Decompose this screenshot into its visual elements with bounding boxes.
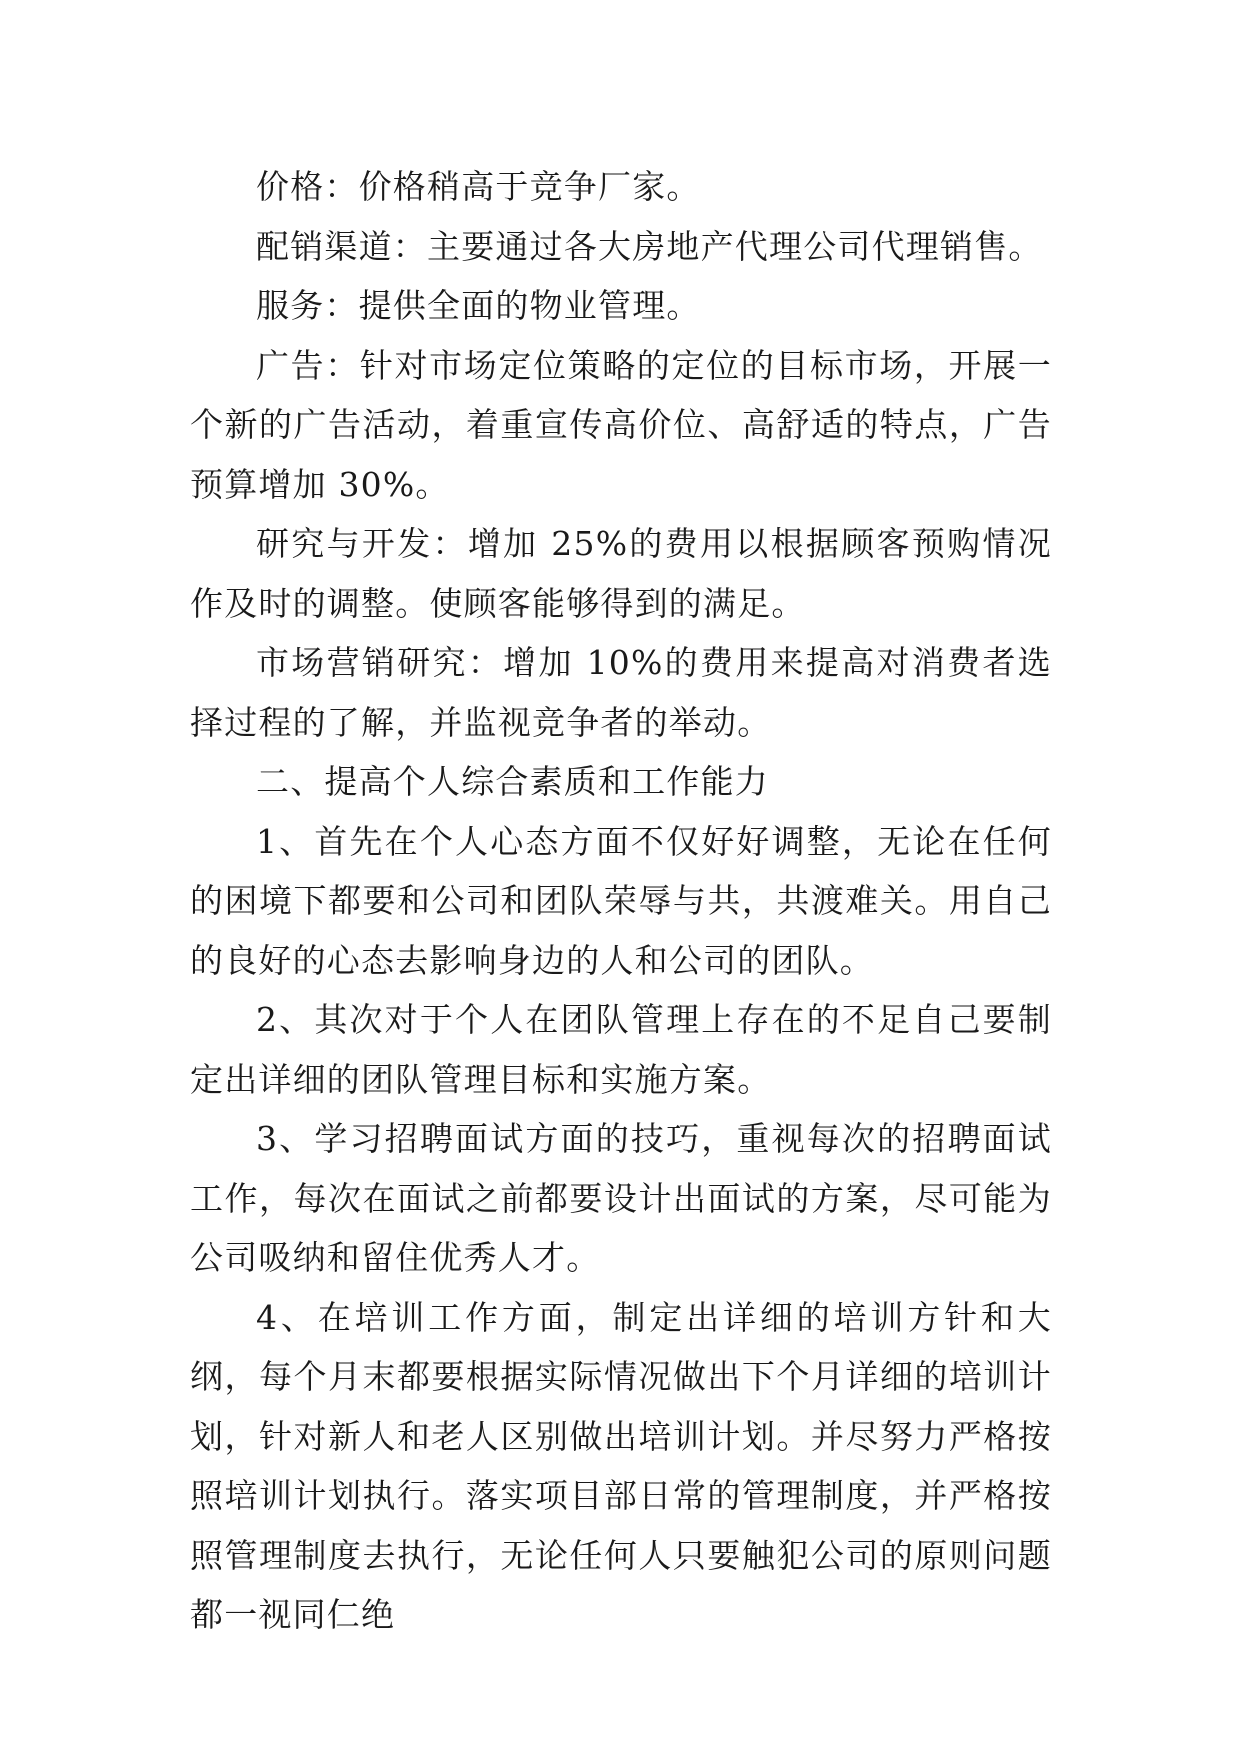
paragraph-service: 服务：提供全面的物业管理。	[256, 286, 701, 325]
paragraph-item-1: 1、首先在个人心态方面不仅好好调整，无论在任何的困境下都要和公司和团队荣辱与共，共渡难关。用自己的良好的心态去影响身边的人和公司的团队。	[190, 821, 1052, 980]
paragraph-advertising: 广告：针对市场定位策略的定位的目标市场，开展一个新的广告活动，着重宣传高价位、高舒适的特点，广告预算增加 30%。	[190, 345, 1052, 504]
paragraph-item-3: 3、学习招聘面试方面的技巧，重视每次的招聘面试工作，每次在面试之前都要设计出面试的方案，尽可能为公司吸纳和留住优秀人才。	[190, 1119, 1052, 1277]
paragraph-item-4: 4、在培训工作方面，制定出详细的培训方针和大纲，每个月末都要根据实际情况做出下个月详细的培训计划，针对新人和老人区别做出培训计划。并尽努力严格按照培训计划执行。落实项目部日常的管理制度，并严格按照管理制度去执行，无论任何人只要触犯公司的原则问题都一视同仁绝	[190, 1297, 1052, 1634]
paragraph-distribution: 配销渠道：主要通过各大房地产代理公司代理销售。	[256, 226, 1043, 266]
section-heading: 二、提高个人综合素质和工作能力	[256, 762, 769, 801]
paragraph-item-2: 2、其次对于个人在团队管理上存在的不足自己要制定出详细的团队管理目标和实施方案。	[190, 1000, 1052, 1099]
paragraph-price: 价格：价格稍高于竞争厂家。	[256, 167, 701, 206]
document-body	[190, 157, 1052, 1645]
paragraph-marketing-research: 市场营销研究：增加 10%的费用来提高对消费者选择过程的了解，并监视竞争者的举动。	[190, 643, 1052, 742]
paragraph-research-development: 研究与开发：增加 25%的费用以根据顾客预购情况作及时的调整。使顾客能够得到的满足。	[190, 524, 1052, 623]
